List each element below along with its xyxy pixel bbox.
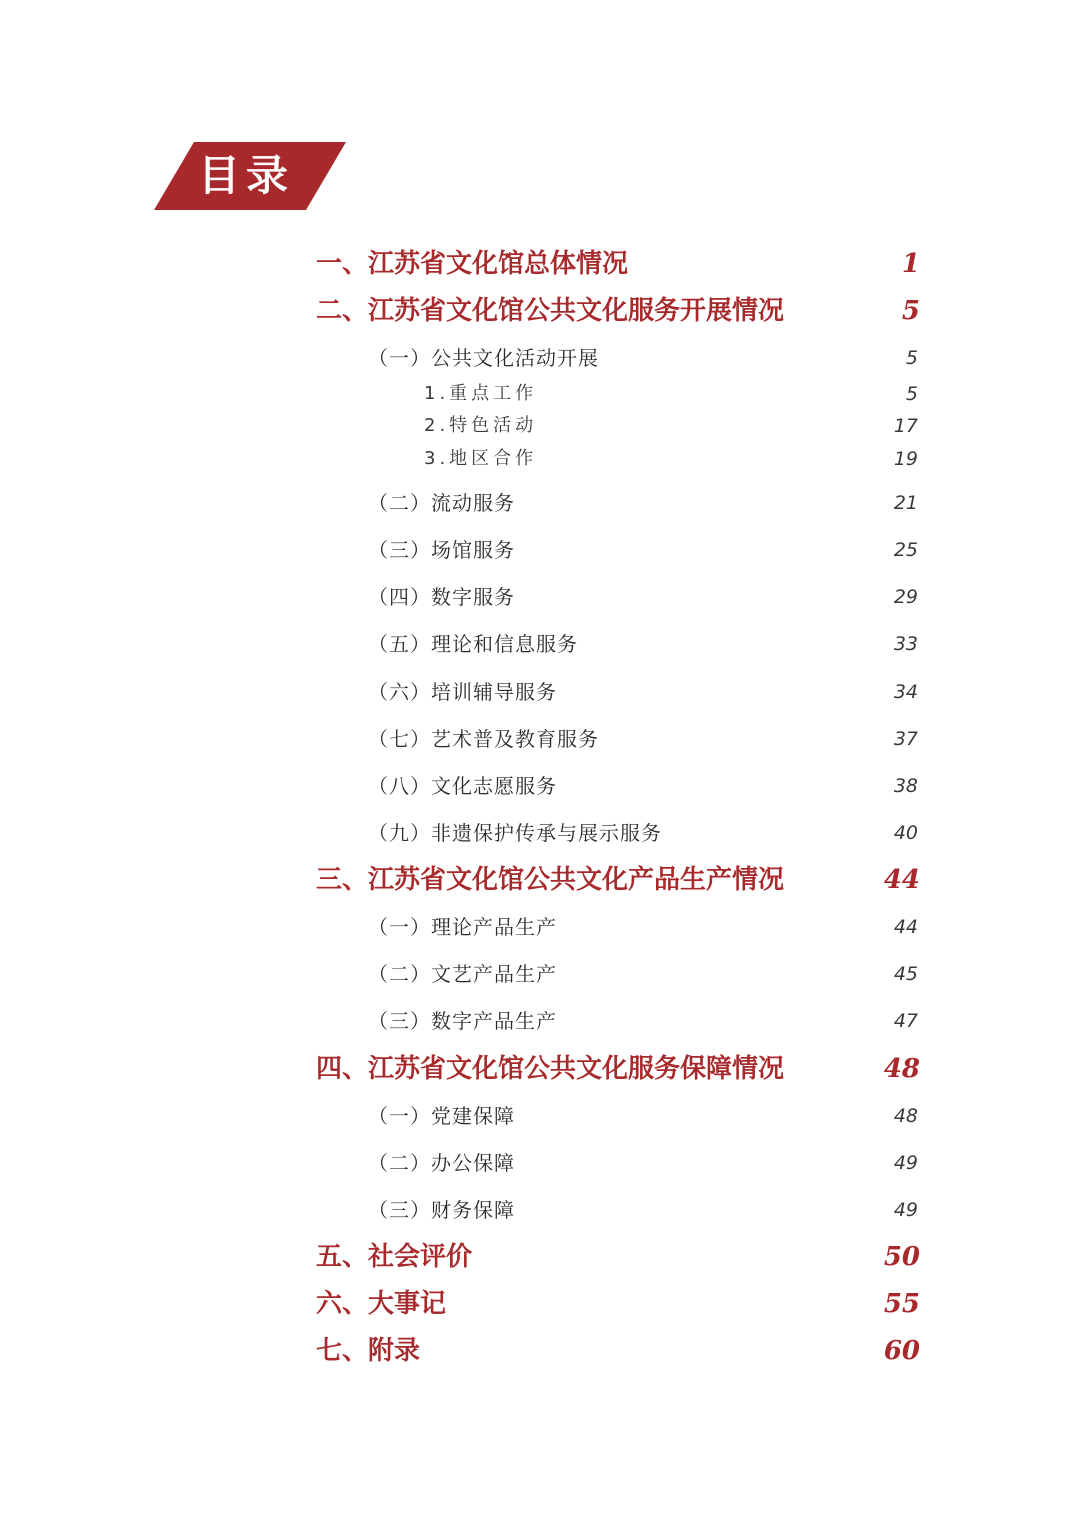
toc-entry-label: 三、江苏省文化馆公共文化产品生产情况 — [316, 865, 785, 895]
toc-entry-label: （一）党建保障 — [368, 1104, 515, 1128]
toc-entry-label: （八）文化志愿服务 — [368, 774, 557, 798]
toc-entry-2-6[interactable] — [368, 675, 920, 709]
toc-entry-2-8[interactable] — [368, 769, 920, 803]
toc-entry-2-1[interactable] — [368, 341, 920, 375]
toc-entry-label: （七）艺术普及教育服务 — [368, 727, 599, 751]
toc-entry-page: 45 — [893, 963, 918, 985]
toc-entry-label: 六、大事记 — [316, 1289, 447, 1319]
toc-entry-2-1-3[interactable] — [424, 444, 920, 474]
toc-entry-label: 3.地区合作 — [424, 448, 538, 469]
toc-entry-label: 四、江苏省文化馆公共文化服务保障情况 — [316, 1054, 785, 1084]
toc-entry-label: （二）流动服务 — [368, 491, 515, 515]
toc-entry-page: 29 — [893, 586, 918, 608]
toc-entry-label: （五）理论和信息服务 — [368, 632, 578, 656]
toc-entry-4-3[interactable] — [368, 1193, 920, 1227]
toc-entry-label: （一）公共文化活动开展 — [368, 346, 599, 370]
toc-entry-label: 1.重点工作 — [424, 383, 538, 404]
toc-entry-section-4[interactable] — [316, 1049, 920, 1089]
toc-entry-page: 48 — [883, 1054, 920, 1084]
toc-entry-page: 25 — [893, 539, 918, 561]
toc-entry-2-5[interactable] — [368, 627, 920, 661]
toc-entry-4-1[interactable] — [368, 1099, 920, 1133]
toc-entry-page: 44 — [893, 916, 918, 938]
toc-entry-page: 49 — [893, 1152, 918, 1174]
toc-entry-section-3[interactable] — [316, 860, 920, 900]
toc-entry-page: 21 — [893, 492, 918, 514]
toc-entry-2-1-1[interactable] — [424, 379, 920, 409]
toc-entry-page: 44 — [883, 865, 920, 895]
toc-entry-page: 5 — [905, 347, 918, 369]
toc-entry-label: 七、附录 — [316, 1336, 421, 1366]
toc-entry-page: 1 — [901, 249, 920, 279]
toc-entry-page: 19 — [893, 448, 918, 470]
toc-entry-3-2[interactable] — [368, 957, 920, 991]
toc-entry-2-7[interactable] — [368, 722, 920, 756]
toc-entry-label: （三）数字产品生产 — [368, 1009, 557, 1033]
toc-entry-page: 47 — [893, 1010, 918, 1032]
toc-entry-page: 33 — [893, 633, 918, 655]
toc-entry-3-3[interactable] — [368, 1004, 920, 1038]
toc-entry-4-2[interactable] — [368, 1146, 920, 1180]
toc-entry-label: （一）理论产品生产 — [368, 915, 557, 939]
toc-entry-2-9[interactable] — [368, 816, 920, 850]
toc-entry-page: 48 — [893, 1105, 918, 1127]
toc-entry-page: 38 — [893, 775, 918, 797]
toc-entry-3-1[interactable] — [368, 910, 920, 944]
toc-entry-label: （六）培训辅导服务 — [368, 680, 557, 704]
page-title: 目录 — [198, 151, 295, 200]
toc-entry-section-6[interactable] — [316, 1284, 920, 1324]
toc-entry-2-2[interactable] — [368, 486, 920, 520]
toc-entry-page: 37 — [893, 728, 918, 750]
toc-entry-page: 34 — [893, 681, 918, 703]
toc-entry-page: 49 — [893, 1199, 918, 1221]
toc-entry-section-5[interactable] — [316, 1237, 920, 1277]
toc-entry-section-1[interactable] — [316, 244, 920, 284]
toc-entry-page: 60 — [883, 1336, 920, 1366]
toc-entry-2-1-2[interactable] — [424, 411, 920, 441]
toc-entry-2-4[interactable] — [368, 580, 920, 614]
toc-entry-page: 50 — [883, 1242, 920, 1272]
toc-entry-page: 55 — [883, 1289, 920, 1319]
toc-entry-page: 5 — [905, 383, 918, 405]
toc-entry-label: 二、江苏省文化馆公共文化服务开展情况 — [316, 296, 785, 326]
toc-entry-label: （二）文艺产品生产 — [368, 962, 557, 986]
toc-entry-label: 一、江苏省文化馆总体情况 — [316, 249, 629, 279]
toc-entry-page: 17 — [893, 415, 918, 437]
toc-entry-section-7[interactable] — [316, 1331, 920, 1371]
toc-entry-label: 五、社会评价 — [316, 1242, 473, 1272]
toc-entry-page: 5 — [901, 296, 920, 326]
toc-entry-label: （九）非遗保护传承与展示服务 — [368, 821, 662, 845]
toc-entry-label: （三）场馆服务 — [368, 538, 515, 562]
toc-entry-label: 2.特色活动 — [424, 415, 538, 436]
toc-entry-label: （四）数字服务 — [368, 585, 515, 609]
toc-entry-label: （二）办公保障 — [368, 1151, 515, 1175]
toc-entry-section-2[interactable] — [316, 291, 920, 331]
toc-entry-page: 40 — [893, 822, 918, 844]
toc-entry-label: （三）财务保障 — [368, 1198, 515, 1222]
toc-entry-2-3[interactable] — [368, 533, 920, 567]
